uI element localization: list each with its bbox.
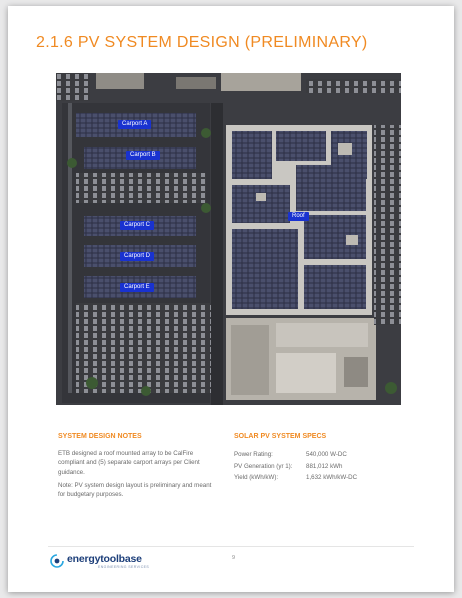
carport-a-label: Carport A <box>118 120 151 129</box>
document-page <box>8 6 454 592</box>
spec-label: PV Generation (yr 1): <box>234 462 293 470</box>
page-number: 9 <box>232 555 236 561</box>
page-title: 2.1.6 PV SYSTEM DESIGN (PRELIMINARY) <box>36 34 368 51</box>
solar-specs-heading: SOLAR PV SYSTEM SPECS <box>234 433 327 440</box>
roof-label: Roof <box>288 212 309 221</box>
footer-divider <box>48 546 414 547</box>
carport-c-label: Carport C <box>120 221 154 230</box>
solar-specs-table <box>234 449 357 484</box>
notes-paragraph-2: Note: PV system design layout is preliminary and meant for budgetary purposes. <box>58 481 212 499</box>
logo-tagline: ENGINEERING SERVICES <box>98 565 150 569</box>
spec-row <box>234 449 357 461</box>
spec-label: Yield (kWh/kW): <box>234 474 279 481</box>
carport-b-label: Carport B <box>126 151 160 160</box>
logo-suffix: toolbase <box>100 553 142 565</box>
logo-wordmark <box>67 553 142 565</box>
spec-value: 540,000 W-DC <box>306 451 347 458</box>
spec-row <box>234 461 357 473</box>
spec-label: Power Rating: <box>234 451 273 458</box>
system-design-notes-heading: SYSTEM DESIGN NOTES <box>58 433 142 440</box>
spec-value: 1,632 kWh/kW-DC <box>306 474 358 481</box>
carport-e-label: Carport E <box>120 283 154 292</box>
system-design-notes <box>58 449 218 503</box>
spec-value: 881,012 kWh <box>306 462 343 470</box>
notes-paragraph-1: ETB designed a roof mounted array to be CalFire compliant and (5) separate carport arrays per Client guidance. <box>58 450 200 476</box>
logo-prefix: energy <box>67 553 101 565</box>
aerial-site-image <box>56 73 401 405</box>
spec-row <box>234 472 357 484</box>
aerial-site-drawing <box>56 73 401 405</box>
logo-mark-icon <box>50 554 64 568</box>
carport-d-label: Carport D <box>120 252 154 261</box>
